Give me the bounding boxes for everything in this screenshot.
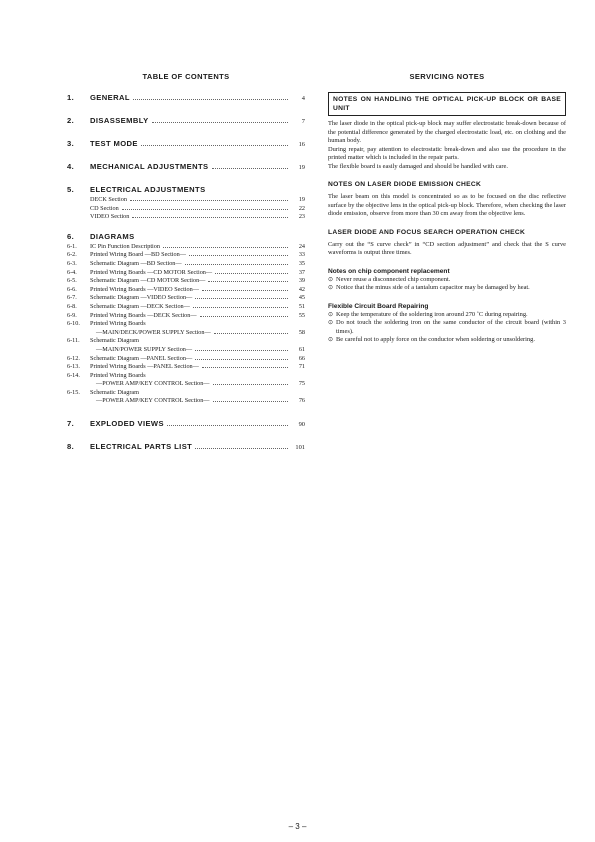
toc-item-diagrams[interactable]: 6. DIAGRAMS bbox=[67, 231, 135, 241]
page-number: – 3 – bbox=[288, 822, 307, 831]
toc-item-mechanical-adjustments[interactable]: 4. MECHANICAL ADJUSTMENTS 19 bbox=[67, 162, 305, 171]
list-item: ⊙ Keep the temperature of the soldering iron around 270 ˚C during repairing. bbox=[328, 310, 528, 318]
toc-item-exploded-views[interactable]: 7. EXPLODED VIEWS 90 bbox=[67, 419, 305, 429]
toc-sub-6-15[interactable]: 6-15. Schematic Diagram bbox=[67, 388, 139, 396]
toc-sub-6-12[interactable]: 6-12. Schematic Diagram —PANEL Section— 66 bbox=[67, 354, 305, 362]
toc-item-test-mode[interactable]: 3. TEST MODE 16 bbox=[67, 139, 305, 148]
table-of-contents bbox=[67, 93, 305, 453]
list-item: ⊙ Do not touch the soldering iron on the same conductor of the circuit board (within 3 times). bbox=[328, 319, 566, 335]
bullet-icon: ⊙ bbox=[328, 311, 334, 318]
toc-sub-cd[interactable]: CD Section 22 bbox=[90, 204, 305, 212]
toc-sub-6-13[interactable]: 6-13. Printed Wiring Boards —PANEL Section— 71 bbox=[67, 363, 305, 371]
list-item: ⊙ Be careful not to apply force on the conductor when soldering or unsoldering. bbox=[328, 336, 535, 343]
paragraph: Carry out the “S curve check” in “CD section adjustment” and check that the S curve waveforms is output three times. bbox=[328, 240, 566, 256]
toc-sub-6-14[interactable]: 6-14. Printed Wiring Boards bbox=[67, 371, 146, 379]
toc-sub-6-5[interactable]: 6-5. Schematic Diagram —CD MOTOR Section— 39 bbox=[67, 277, 305, 285]
toc-sub-6-10-cont[interactable]: —MAIN/DECK/POWER SUPPLY Section— 58 bbox=[96, 328, 305, 336]
paragraph: The laser beam on this model is concentrated so as to be focused on the disc reflective surface by the objective lens in the optical pick-up block. Therefore, when checking the laser diode emission, observe from more than 30 cm away from the objective lens. bbox=[328, 193, 566, 217]
laser-emission-heading: NOTES ON LASER DIODE EMISSION CHECK bbox=[328, 181, 482, 188]
bullet-icon: ⊙ bbox=[328, 285, 334, 291]
toc-sub-6-11-cont[interactable]: —MAIN/POWER SUPPLY Section— 61 bbox=[96, 345, 305, 353]
toc-sub-6-10[interactable]: 6-10. Printed Wiring Boards bbox=[67, 320, 146, 328]
toc-item-electrical-adjustments[interactable]: 5. ELECTRICAL ADJUSTMENTS bbox=[67, 185, 206, 194]
servicing-notes bbox=[328, 92, 566, 345]
toc-sub-video[interactable]: VIDEO Section 23 bbox=[90, 213, 305, 221]
toc-sub-6-1[interactable]: 6-1. IC Pin Function Description 24 bbox=[67, 242, 305, 250]
toc-sub-6-8[interactable]: 6-8. Schematic Diagram —DECK Section— 51 bbox=[67, 302, 305, 310]
bullet-icon: ⊙ bbox=[328, 276, 334, 283]
chip-replacement-heading: Notes on chip component replacement bbox=[328, 267, 450, 275]
toc-sub-6-6[interactable]: 6-6. Printed Wiring Boards —VIDEO Section— 42 bbox=[67, 285, 305, 293]
servicing-notes-title: SERVICING NOTES bbox=[409, 72, 485, 81]
paragraph: During repair, pay attention to electrostatic break-down and also use the procedure in the printed matter which is included in the repair parts. bbox=[328, 145, 566, 161]
flexible-board-heading: Flexible Circuit Board Repairing bbox=[328, 302, 429, 310]
toc-title: TABLE OF CONTENTS bbox=[142, 72, 230, 81]
bullet-icon: ⊙ bbox=[328, 320, 334, 326]
toc-sub-6-9[interactable]: 6-9. Printed Wiring Boards —DECK Section— 55 bbox=[67, 311, 305, 319]
toc-sub-6-14-cont[interactable]: —POWER AMP/KEY CONTROL Section— 75 bbox=[96, 380, 305, 388]
toc-sub-deck[interactable]: DECK Section 19 bbox=[90, 196, 305, 203]
optical-pickup-box-heading: NOTES ON HANDLING THE OPTICAL PICK-UP BLOCK OR BASE UNIT bbox=[328, 92, 566, 116]
list-item: ⊙ Notice that the minus side of a tantalum capacitor may be damaged by heat. bbox=[328, 284, 530, 291]
toc-sub-6-7[interactable]: 6-7. Schematic Diagram —VIDEO Section— 45 bbox=[67, 294, 305, 302]
toc-sub-6-4[interactable]: 6-4. Printed Wiring Boards —CD MOTOR Section— 37 bbox=[67, 268, 305, 276]
list-item: ⊙ Never reuse a disconnected chip component. bbox=[328, 275, 451, 283]
paragraph: The laser diode in the optical pick-up block may suffer electrostatic break-down because of the potential difference generated by the charged electrostatic load, etc. on clothing and the human body. bbox=[328, 120, 566, 144]
paragraph: The flexible board is easily damaged and should be handled with care. bbox=[328, 162, 508, 170]
focus-search-heading: LASER DIODE AND FOCUS SEARCH OPERATION CHECK bbox=[328, 228, 526, 236]
toc-item-general[interactable]: 1. GENERAL 4 bbox=[67, 93, 305, 102]
toc-item-electrical-parts-list[interactable]: 8. ELECTRICAL PARTS LIST 101 bbox=[67, 442, 305, 452]
toc-item-disassembly[interactable]: 2. DISASSEMBLY 7 bbox=[67, 116, 305, 125]
toc-sub-6-11[interactable]: 6-11. Schematic Diagram bbox=[67, 337, 139, 345]
toc-sub-6-15-cont[interactable]: —POWER AMP/KEY CONTROL Section— 76 bbox=[96, 397, 305, 405]
bullet-icon: ⊙ bbox=[328, 337, 334, 343]
toc-sub-6-2[interactable]: 6-2. Printed Wiring Board —BD Section— 33 bbox=[67, 251, 305, 259]
toc-sub-6-3[interactable]: 6-3. Schematic Diagram —BD Section— 35 bbox=[67, 259, 305, 267]
